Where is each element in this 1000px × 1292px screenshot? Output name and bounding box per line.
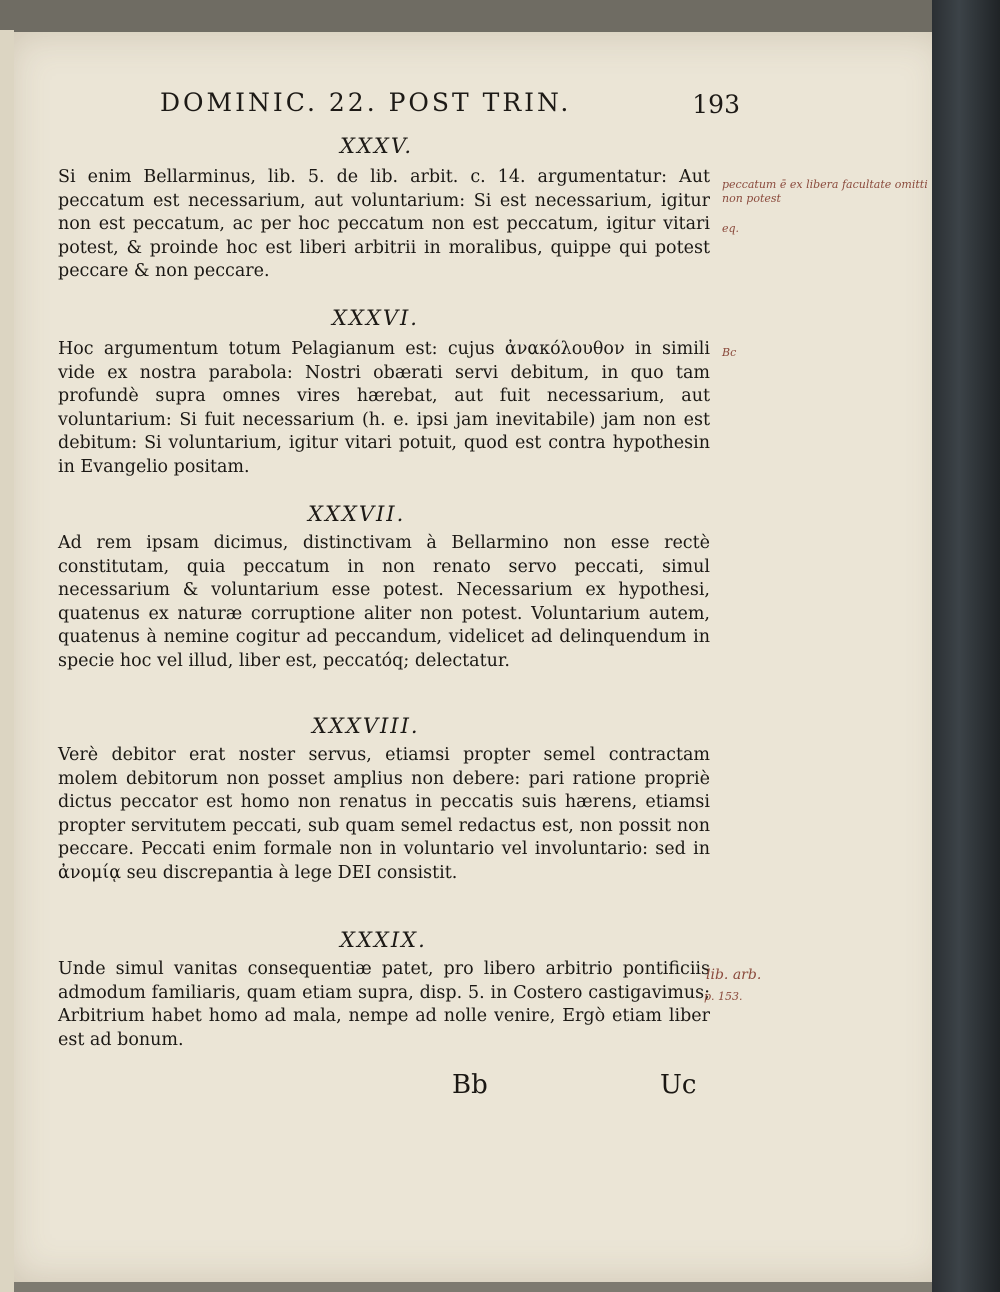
section-paragraph: Hoc argumentum totum Pelagianum est: cujus ἀνακόλουθον in simili vide ex nostra parabola: Nostri obærati servi debitum, in quo tam profundè supra omnes vires hærebat, aut fuit necessarium, aut voluntarium: Si fuit necessarium (h. e. ipsi jam inevitabile) jam non est debitum: Si voluntarium, igitur vitari potuit, quod est contra hypothesin in Evangelio positam. xyxy=(58,339,710,477)
page-left-edge xyxy=(0,30,14,1292)
section-numeral: XXXVIII. xyxy=(312,714,420,738)
section-numeral: XXXVI. xyxy=(332,306,419,330)
page-number: 193 xyxy=(692,90,740,119)
section-paragraph: Si enim Bellarminus, lib. 5. de lib. arbit. c. 14. argumentatur: Aut peccatum est necessarium, aut voluntarium: Si est necessarium, igitur non est peccatum, ac per hoc peccatum non est peccatum, igitur vitari potest, & proinde hoc est liberi arbitrii in moralibus, quippe qui potest peccare & non peccare. xyxy=(58,167,710,281)
running-head xyxy=(160,88,740,124)
section-numeral: XXXIX. xyxy=(340,928,427,952)
section-numeral: XXXVII. xyxy=(308,502,406,526)
section-paragraph: Verè debitor erat noster servus, etiamsi propter semel contractam molem debitorum non posset amplius non debere: pari ratione propriè dictus peccator est homo non renatus in peccatis suis hærens, etiamsi propter servitutem peccati, sub quam semel redactus est, non possit non peccare. Peccati enim formale non in voluntario vel involuntario: sed in ἀνομίᾳ seu discrepantia à lege DEI consistit. xyxy=(58,745,710,883)
section-numeral: XXXV. xyxy=(340,134,414,158)
margin-note: lib. arb. xyxy=(706,967,762,983)
book-spine xyxy=(932,0,1000,1292)
section-paragraph: Unde simul vanitas consequentiæ patet, pro libero arbitrio pontificiis admodum familiaris, quam etiam supra, disp. 5. in Costero castigavimus; Arbitrium habet homo ad mala, nempe ad nolle venire, Ergò etiam liber est ad bonum. xyxy=(58,959,710,1050)
running-head-title: DOMINIC. 22. POST TRIN. xyxy=(160,88,572,117)
catchword: Uc xyxy=(660,1070,697,1100)
section-paragraph: Ad rem ipsam dicimus, distinctivam à Bellarmino non esse rectè constitutam, quia peccatum in non renato servo peccati, simul necessarium & voluntarium esse potest. Necessarium ex hypothesi, quatenus ex naturæ corruptione aliter non potest. Voluntarium autem, quatenus à nemine cogitur ad peccandum, videlicet ad delinquendum in specie hoc vel illud, liber est, peccatóq; delectatur. xyxy=(58,533,710,671)
margin-note: Bc xyxy=(722,346,737,359)
margin-note: peccatum ē ex libera facultate omitti non potest xyxy=(722,178,928,205)
signature-mark: Bb xyxy=(452,1070,488,1100)
margin-note: p. 153. xyxy=(704,990,743,1003)
margin-note: eq. xyxy=(722,222,740,235)
